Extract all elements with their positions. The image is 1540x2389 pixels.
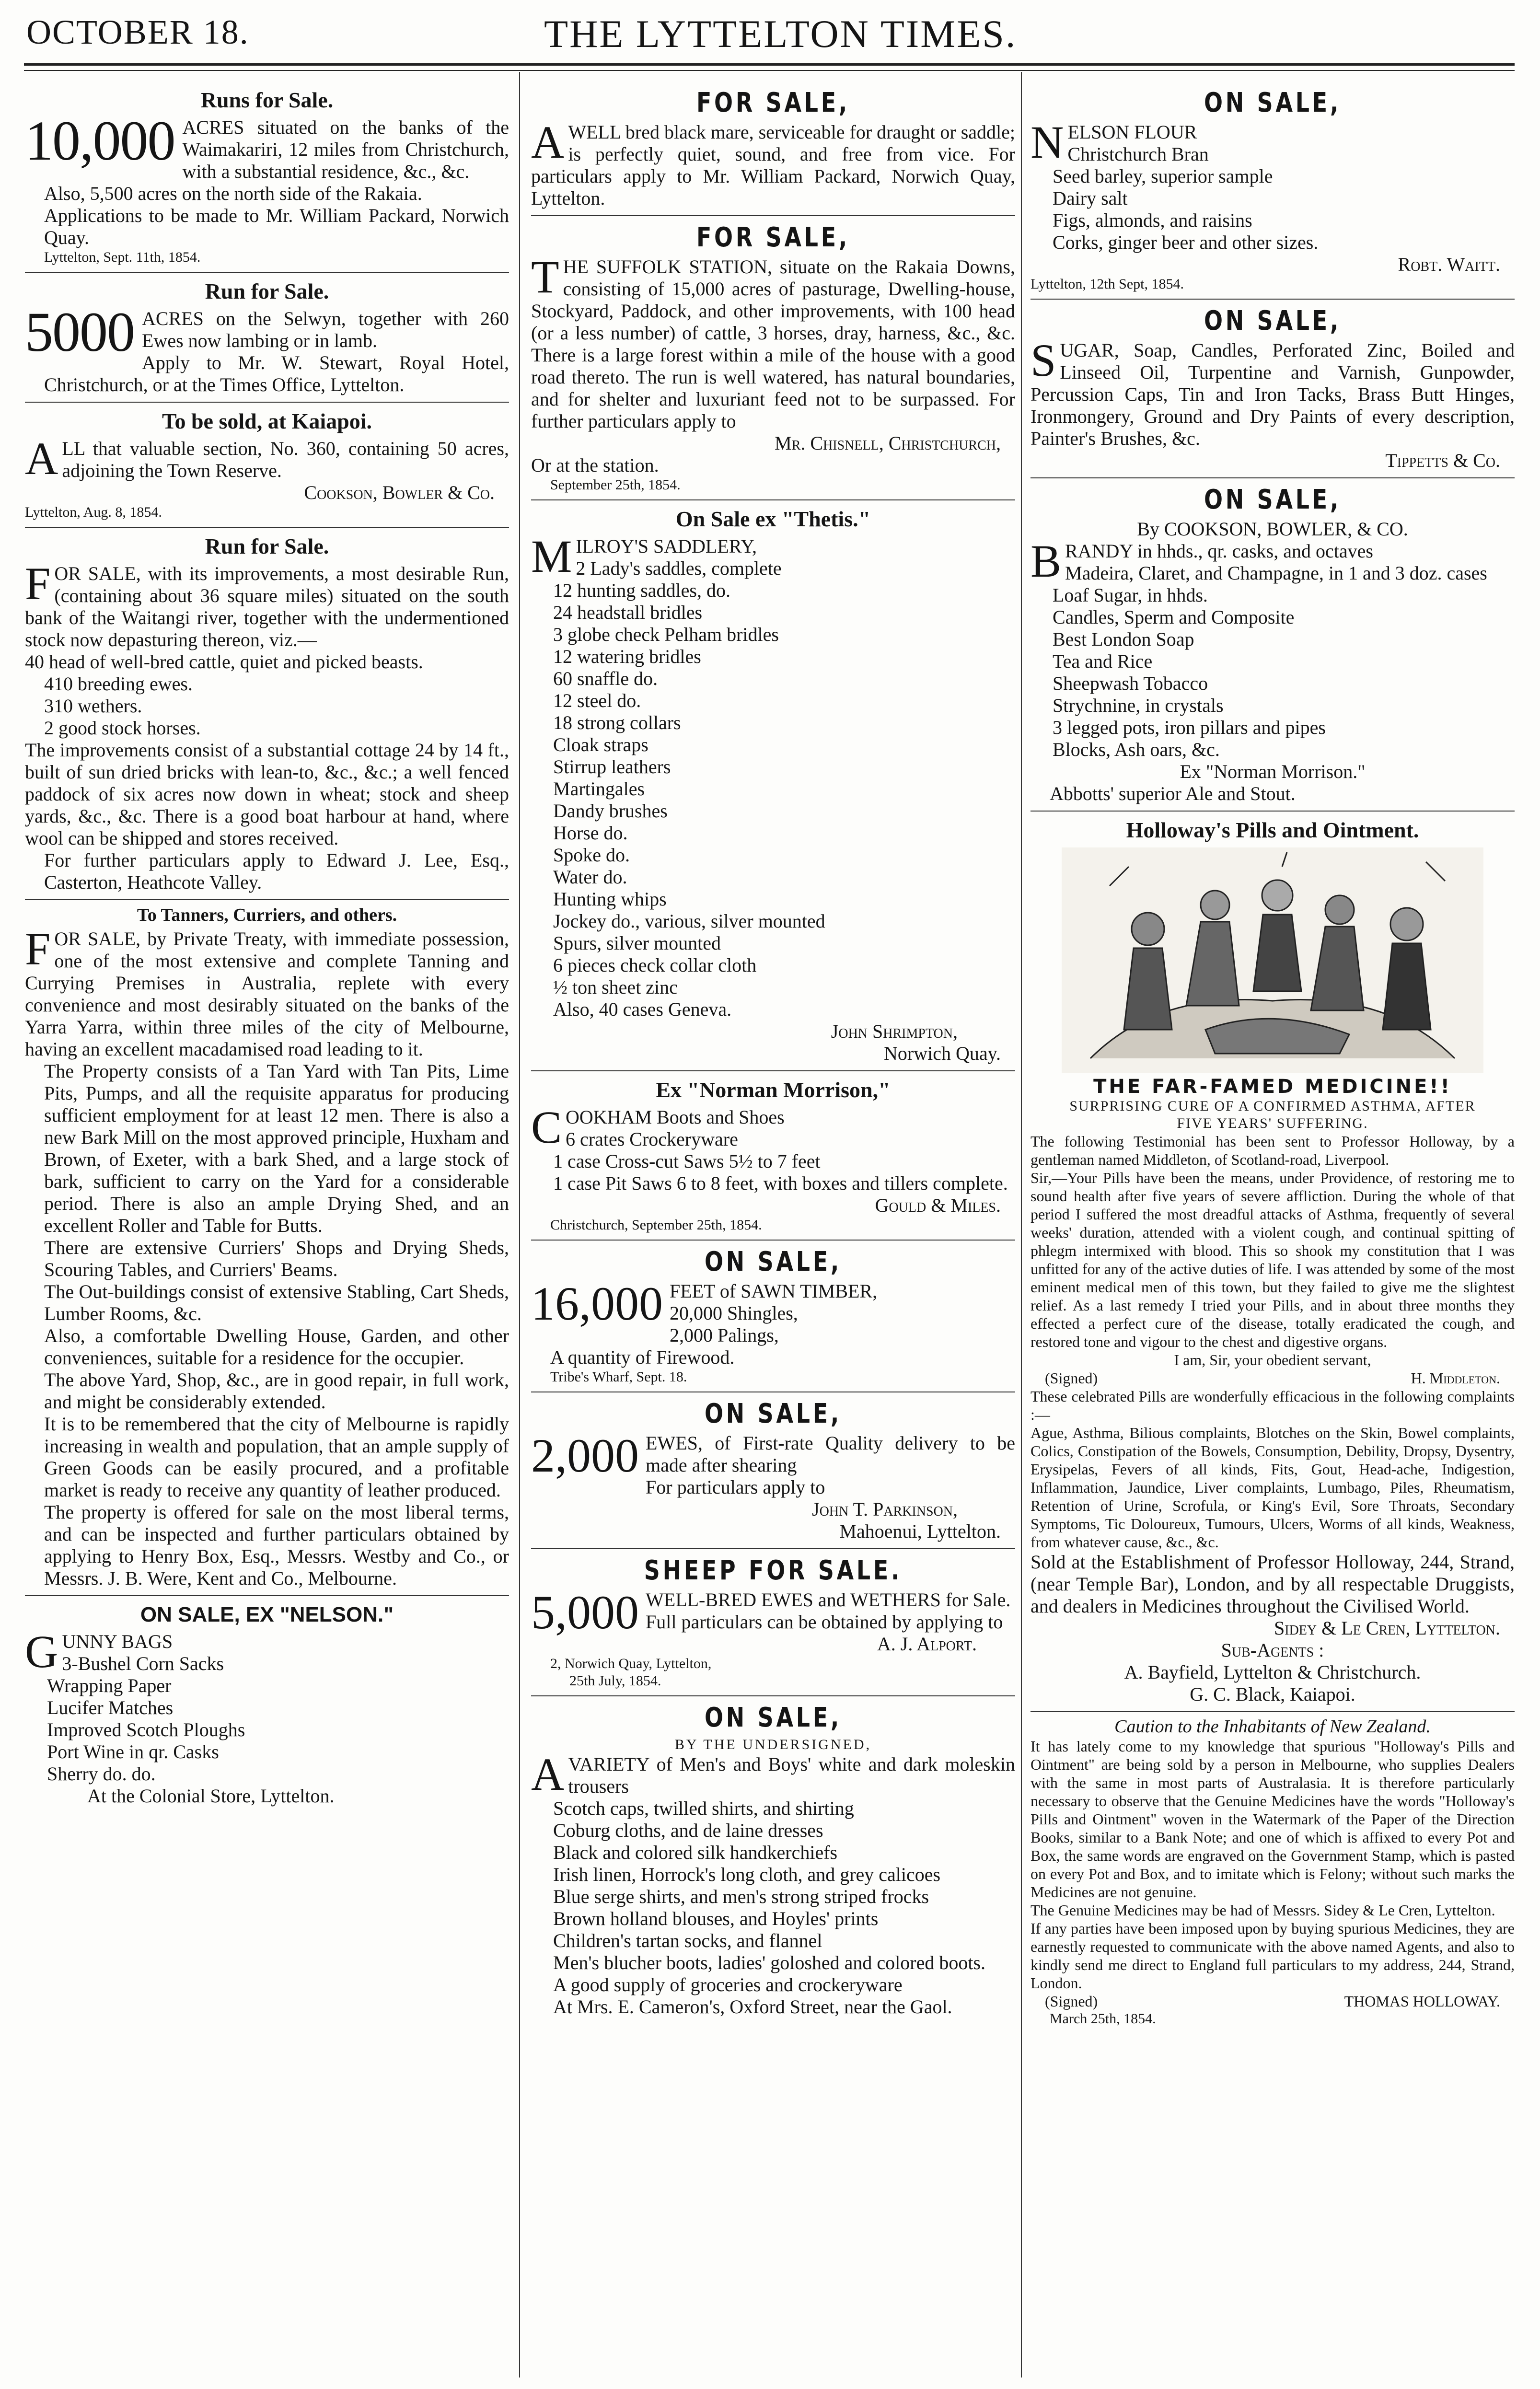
ad-text: Abbotts' superior Ale and Stout. [1050,783,1296,804]
ad-title: ON SALE, [704,1702,842,1733]
ad-text: The following Testimonial has been sent to Professor Holloway, by a gentleman named Middleton, of Scotland-road, Liverpool. [1031,1133,1515,1168]
list-item: Scotch caps, twilled shirts, and shirting [553,1798,854,1819]
list-item: Lucifer Matches [47,1697,174,1718]
drop-cap: C [531,1102,562,1153]
ad-thetis-saddlery [531,499,1015,1070]
drop-cap: M [531,531,572,582]
ad-holloway-caution [1031,1711,1515,2033]
ad-address: 2, Norwich Quay, Lyttelton, [550,1656,712,1671]
ad-title: Caution to the Inhabitants of New Zealand. [1114,1716,1431,1737]
ad-text: The Property consists of a Tan Yard with Tan Pits, Lime Pits, Pumps, and all the requisite apparatus for producing sufficient employment for at least 12 men. There is also a new Bark Mill on the most approved principle, Huxham and Brown, of Exeter, with a bark Shed, and a large stock of bark, sufficient to carry on the Yard for a considerable period. There is also an ample Drying Shed, and an excellent Roller and Table for Butts. [44,1060,509,1236]
list-item: Improved Scotch Ploughs [47,1719,245,1740]
drop-cap: G [25,1626,58,1677]
list-item: Madeira, Claret, and Champagne, in 1 and 3 doz. cases [1065,562,1487,584]
ad-date: Lyttelton, 12th Sept, 1854. [1031,276,1184,292]
list-item: Strychnine, in crystals [1053,695,1224,716]
ad-title: ON SALE, [1204,87,1342,118]
ad-text: ACRES on the Selwyn, together with 260 Ewes now lambing or in lamb. [142,308,509,351]
drop-cap: A [531,116,565,168]
ad-text: VARIETY of Men's and Boys' white and dark moleskin trousers [568,1753,1015,1797]
list-item: Sherry do. do. [47,1763,156,1785]
ad-text: The property is offered for sale on the most liberal terms, and can be inspected and further particulars obtained by applying to Henry Box, Esq., Messrs. Westby and Co., or Messrs. J. B. Were, Kent and Co., Melbourne. [44,1501,509,1589]
signed-label: (Signed) [1045,1369,1098,1387]
list-item: Wrapping Paper [47,1675,172,1696]
caution-signature [1031,1992,1515,2010]
ad-text: 20,000 Shingles, [670,1302,798,1324]
list-item: 410 breeding ewes. [44,673,193,695]
ad-date: Lyttelton, Sept. 11th, 1854. [44,249,201,265]
list-item: Water do. [553,866,627,888]
ad-text: These celebrated Pills are wonderfully efficacious in the following complaints :— [1031,1388,1515,1423]
ad-clothing-variety [531,1695,1015,2024]
ad-subtitle: BY THE UNDERSIGNED, [674,1737,872,1752]
ad-text: The above Yard, Shop, &c., are in good repair, in full work, and might be considerably extended. [44,1369,509,1413]
ad-title: Run for Sale. [205,279,329,303]
list-item: At Mrs. E. Cameron's, Oxford Street, near the Gaol. [553,1996,952,2018]
ad-text: Sold at the Establishment of Professor Holloway, 244, Strand, (near Temple Bar), London, and by all respectable Druggists, and dealers in Medicines throughout the Civilised World. [1031,1551,1515,1617]
column-3 [1031,81,1515,2370]
ad-signature: Mr. Chisnell, Christchurch, [775,432,1001,454]
ad-title: ON SALE, EX "NELSON." [140,1603,394,1626]
column-divider-2 [1021,72,1022,2377]
list-item: 3 legged pots, iron pillars and pipes [1053,717,1326,738]
list-item: Figs, almonds, and raisins [1053,209,1252,231]
ad-date: March 25th, 1854. [1050,2011,1156,2027]
testimonial-letter: Sir,—Your Pills have been the means, under Providence, of restoring me to sound health after five years of severe affliction. During the whole of that period I suffered the most dreadful attacks of Asthma, frequently of several weeks' duration, attended with a violent cough, and continual spitting of phlegm intermixed with blood. This so shook my constitution that I was unfitted for any of the active duties of life. I was attended by some of the most eminent medical men of this town, but they failed to give me the slightest relief. As a last remedy I tried your Pills, and in about three months they effected a perfect cure of the disease, totally eradicated the cough, and restored tone and vigour to the chest and digestive organs. [1031,1169,1515,1350]
list-item: 6 pieces check collar cloth [553,954,757,976]
list-item: Also, 40 cases Geneva. [553,998,732,1020]
list-item: Coburg cloths, and de laine dresses [553,1820,823,1841]
list-item: Irish linen, Horrock's long cloth, and grey calicoes [553,1864,941,1885]
drop-cap: B [1031,535,1062,587]
complaints-list: Ague, Asthma, Bilious complaints, Blotches on the Skin, Bowel complaints, Colics, Constipation of the Bowels, Consumption, Debility, Dropsy, Dysentry, Erysipelas, Fevers of all kinds, Fits, Gout, Head-ache, Indigestion, Inflammation, Jaundice, Liver complaints, Lumbago, Piles, Rheumatism, Retention of Urine, Scrofula, or King's Evil, Sore Throats, Secondary Symptoms, Tic Doloureux, Tumours, Ulcers, Worms of all kinds, Weakness, from whatever cause, &c., &c. [1031,1424,1515,1551]
list-item: Children's tartan socks, and flannel [553,1930,822,1951]
ad-text: Full particulars can be obtained by applying to [646,1611,1003,1633]
ad-date: Tribe's Wharf, Sept. 18. [550,1369,687,1385]
signed-label: (Signed) [1045,1993,1098,2010]
ad-run-5000 [25,272,509,402]
list-item: Martingales [553,778,645,800]
list-item: Cloak straps [553,734,648,755]
list-item: 1 case Cross-cut Saws 5½ to 7 feet [553,1150,821,1172]
ad-title: To be sold, at Kaiapoi. [162,409,372,433]
ad-number: 2,000 [531,1429,639,1482]
ad-runs-for-sale [25,81,509,272]
ad-holloway-pills [1031,811,1515,1711]
list-item: Candles, Sperm and Composite [1053,606,1295,628]
list-item: 60 snaffle do. [553,668,658,689]
ad-tanners [25,899,509,1595]
sub-agent: G. C. Black, Kaiapoi. [1190,1683,1355,1705]
column-2 [531,81,1015,2370]
ad-ewes [531,1392,1015,1548]
ad-text: OR SALE, with its improvements, a most desirable Run, (containing about 36 square miles) situated on the south bank of the Waitangi river, together with the undermentioned stock now depasturing thereon, viz.— [25,563,509,650]
list-item: A good supply of groceries and crockeryware [553,1974,903,1995]
ad-signature: A. J. Alport. [877,1633,977,1655]
ad-text: Also, 5,500 acres on the north side of the Rakaia. [44,183,422,204]
ad-number: 5000 [25,301,134,363]
list-item: Spoke do. [553,844,630,866]
list-item: Port Wine in qr. Casks [47,1741,219,1763]
ad-signature: Mahoenui, Lyttelton. [839,1520,1001,1542]
ad-text: Applications to be made to Mr. William Packard, Norwich Quay. [44,205,509,248]
ad-text: The Out-buildings consist of extensive Stabling, Cart Sheds, Lumber Rooms, &c. [44,1281,509,1324]
ad-text: Or at the station. [531,454,659,476]
ad-title: ON SALE, [1204,305,1342,336]
ad-norman-morrison [531,1070,1015,1240]
drop-cap: A [25,433,58,484]
drop-cap: T [531,251,559,302]
ad-text: WELL bred black mare, serviceable for draught or saddle; is perfectly quiet, sound, and free from vice. For particulars apply to Mr. William Packard, Norwich Quay, Lyttelton. [531,121,1015,209]
list-item: 24 headstall bridles [553,602,703,623]
ad-title: ON SALE, [1204,484,1342,515]
ad-black-mare [531,81,1015,215]
list-item: Jockey do., various, silver mounted [553,910,825,932]
ad-signature: John Shrimpton, [831,1021,958,1042]
ad-title: Runs for Sale. [200,88,334,112]
letter-signature [1031,1369,1515,1387]
ad-signature: Norwich Quay. [883,1043,1001,1064]
ad-sugar-soap [1031,299,1515,477]
ad-sheep-for-sale [531,1548,1015,1695]
list-item: Black and colored silk handkerchiefs [553,1842,838,1863]
ad-number: 5,000 [531,1586,639,1639]
ad-text: HE SUFFOLK STATION, situate on the Rakaia Downs, consisting of 15,000 acres of pasturage, Dwelling-house, Stockyard, Paddock, and other improvements, with 100 head (or a less number) of cattle, 3 horses, dray, harness, &c., &c. There is a large forest within a mile of the house with a good road thereto. The run is well watered, has natural boundaries, and for shelter and luxuriant feed not to be surpassed. For further particulars apply to [531,256,1015,432]
ad-signature: Gould & Miles. [875,1194,1001,1216]
list-item: 3-Bushel Corn Sacks [62,1653,224,1674]
engraving-illustration [1062,847,1483,1073]
drop-cap: F [25,923,51,974]
ad-text: It is to be remembered that the city of Melbourne is rapidly increasing in wealth and population, that an ample supply of Green Goods can be easily procured, and a profitable market is ready to receive any quantity of leather produced. [44,1413,509,1501]
column-1 [25,81,509,2370]
list-item: 1 case Pit Saws 6 to 8 feet, with boxes and tillers complete. [553,1172,1008,1194]
list-item: Hunting whips [553,888,667,910]
list-item: ½ ton sheet zinc [553,976,678,998]
list-item: Blue serge shirts, and men's strong striped frocks [553,1886,929,1907]
ad-date: Christchurch, September 25th, 1854. [550,1217,762,1233]
column-divider-1 [519,72,520,2377]
ad-title: FOR SALE, [696,87,850,118]
illustration-caption: THE FAR-FAMED MEDICINE!! [1093,1076,1452,1098]
ad-title: SHEEP FOR SALE. [644,1555,903,1586]
ad-text: WELL-BRED EWES and WETHERS for Sale. [646,1589,1011,1611]
ad-text: ELSON FLOUR [1067,121,1197,143]
list-item: Loaf Sugar, in hhds. [1053,584,1208,606]
ad-date: Lyttelton, Aug. 8, 1854. [25,504,162,520]
list-item: 2 good stock horses. [44,717,201,739]
list-item: Stirrup leathers [553,756,671,777]
ad-signature: John T. Parkinson, [812,1498,958,1520]
issue-date: OCTOBER 18. [26,13,249,51]
ad-text: ACRES situated on the banks of the Waimakariri, 12 miles from Christchurch, with a substantial residence, &c., &c. [182,116,509,182]
ad-text: 2,000 Palings, [670,1324,779,1346]
list-item: At the Colonial Store, Lyttelton. [87,1785,335,1807]
list-item: 18 strong collars [553,712,681,733]
newspaper-title: THE LYTTELTON TIMES. [544,12,1017,56]
ad-text: UNNY BAGS [62,1631,173,1652]
drop-cap: F [25,558,51,609]
list-item: Brown holland blouses, and Hoyles' prints [553,1908,879,1929]
ad-text: For further particulars apply to Edward J. Lee, Esq., Casterton, Heathcote Valley. [44,849,509,893]
ad-signature: Cookson, Bowler & Co. [304,482,495,503]
sub-agents-label: Sub-Agents : [1221,1639,1324,1661]
ad-signature: Robt. Waitt. [1398,254,1500,275]
letter-closing: I am, Sir, your obedient servant, [1174,1351,1371,1368]
ad-text: There are extensive Curriers' Shops and Drying Sheds, Scouring Tables, and Curriers' Beams. [44,1237,509,1280]
list-item: Christchurch Bran [1067,143,1209,165]
list-item: 12 steel do. [553,690,641,711]
list-item: Seed barley, superior sample [1053,165,1273,187]
sub-agent: A. Bayfield, Lyttelton & Christchurch. [1124,1661,1421,1683]
masthead-rule [24,63,1515,71]
drop-cap: S [1031,335,1056,386]
list-item: Men's blucher boots, ladies' goloshed and colored boots. [553,1952,986,1973]
ad-title: Run for Sale. [205,534,329,558]
ad-date: 25th July, 1854. [569,1673,661,1689]
ad-sawn-timber [531,1240,1015,1392]
ad-text: UGAR, Soap, Candles, Perforated Zinc, Boiled and Linseed Oil, Turpentine and Varnish, Gunpowder, Percussion Caps, Tin and Iron Tacks, Brass Butt Hinges, Ironmongery, Ground and Dry Paints of every description, Painter's Brushes, &c. [1031,339,1515,449]
ad-text: It has lately come to my knowledge that spurious "Holloway's Pills and Ointment" are being sold by a person in Melbourne, who supplies Dealers with the same in most parts of Australasia. It is therefore particularly necessary to observe that the Genuine Medicines have the words "Holloway's Pills and Ointment" woven in the Watermark of the Paper of the Direction Books, similar to a Bank Note; and one of which is affixed to every Pot and Box, the same words are engraved on the Government Stamp, which is pasted on every Pot and Box, and to imitate which is Felony; without such marks the Medicines are not genuine. [1031,1738,1515,1901]
list-item: Tea and Rice [1053,650,1153,672]
list-item: Spurs, silver mounted [553,932,721,954]
ad-title: ON SALE, [704,1398,842,1429]
ad-suffolk-station [531,215,1015,499]
list-item: Best London Soap [1053,628,1194,650]
ad-text: For particulars apply to [646,1476,825,1498]
ad-text: RANDY in hhds., qr. casks, and octaves [1065,540,1373,562]
list-item: 12 watering bridles [553,646,701,667]
ad-text: If any parties have been imposed upon by buying spurious Medicines, they are earnestly requested to communicate with the above named Agents, and also to kindly send me direct to England full particulars to my address, 244, Strand, London. [1031,1920,1515,1992]
list-item: 3 globe check Pelham bridles [553,624,779,645]
ad-text: Also, a comfortable Dwelling House, Garden, and other conveniences, suitable for a residence for the occupier. [44,1325,509,1368]
ad-title: Holloway's Pills and Ointment. [1126,818,1419,842]
masthead [26,9,1512,66]
list-item: 6 crates Crockeryware [566,1128,738,1150]
ad-nelson-flour [1031,81,1515,299]
ad-subtitle: By COOKSON, BOWLER, & CO. [1137,518,1408,540]
list-item: 310 wethers. [44,695,142,717]
ad-run-waitangi [25,527,509,899]
list-item: 2 Lady's saddles, complete [576,557,782,579]
ad-text: LL that valuable section, No. 360, containing 50 acres, adjoining the Town Reserve. [62,438,509,481]
ad-signature: Sidey & Le Cren, Lyttelton. [1274,1617,1500,1639]
ad-title: On Sale ex "Thetis." [675,507,871,531]
ad-text: A quantity of Firewood. [550,1346,735,1368]
ad-text: OOKHAM Boots and Shoes [566,1106,785,1128]
list-item: Sheepwash Tobacco [1053,673,1208,694]
list-item: Horse do. [553,822,628,844]
ad-title: To Tanners, Curriers, and others. [137,905,397,925]
drop-cap: N [1031,116,1064,168]
ad-text: The Genuine Medicines may be had of Messrs. Sidey & Le Cren, Lyttelton. [1031,1902,1495,1919]
signature-name: H. Middleton. [1411,1369,1500,1387]
ad-kaiapoi [25,402,509,527]
ad-title: ON SALE, [704,1246,842,1277]
list-item: Blocks, Ash oars, &c. [1053,739,1220,760]
ad-text: Apply to Mr. W. Stewart, Royal Hotel, Christchurch, or at the Times Office, Lyttelton. [44,352,509,395]
ad-number: 16,000 [531,1277,663,1330]
list-item: 12 hunting saddles, do. [553,580,730,601]
ad-signature: Tippetts & Co. [1385,450,1500,471]
ad-brandy [1031,477,1515,811]
drop-cap: A [531,1749,565,1800]
ad-text: The improvements consist of a substantial cottage 24 by 14 ft., built of sun dried bricks with lean-to, &c., &c.; a well fenced paddock of six acres now down in wheat; stock and sheep yards, &c., &c. There is a good boat harbour at hand, where wool can be shipped and stores received. [25,739,509,849]
ad-subtitle: SURPRISING CURE OF A CONFIRMED ASTHMA, AFTER FIVE YEARS' SUFFERING. [1069,1098,1476,1131]
ad-date: September 25th, 1854. [550,477,681,493]
ad-text: FEET of SAWN TIMBER, [670,1280,878,1302]
ad-text: EWES, of First-rate Quality delivery to be made after shearing [646,1432,1015,1476]
ad-number: 10,000 [25,109,175,172]
ad-title: FOR SALE, [696,222,850,253]
list-item: Dairy salt [1053,187,1128,209]
ad-title: Ex "Norman Morrison," [656,1078,891,1102]
list-item: 40 head of well-bred cattle, quiet and picked beasts. [25,651,423,673]
list-item: Dandy brushes [553,800,668,822]
list-item: Corks, ginger beer and other sizes. [1053,232,1319,253]
ad-nelson [25,1595,509,1813]
ad-text: OR SALE, by Private Treaty, with immediate possession, one of the most extensive and complete Tanning and Currying Premises in Australia, replete with every convenience and most desirably situated on the banks of the Yarra Yarra, within three miles of the city of Melbourne, having an excellent macadamised road leading to it. [25,928,509,1060]
ad-text: ILROY'S SADDLERY, [576,535,757,557]
ad-text: Ex "Norman Morrison." [1180,761,1366,782]
signature-name: THOMAS HOLLOWAY. [1344,1993,1500,2010]
